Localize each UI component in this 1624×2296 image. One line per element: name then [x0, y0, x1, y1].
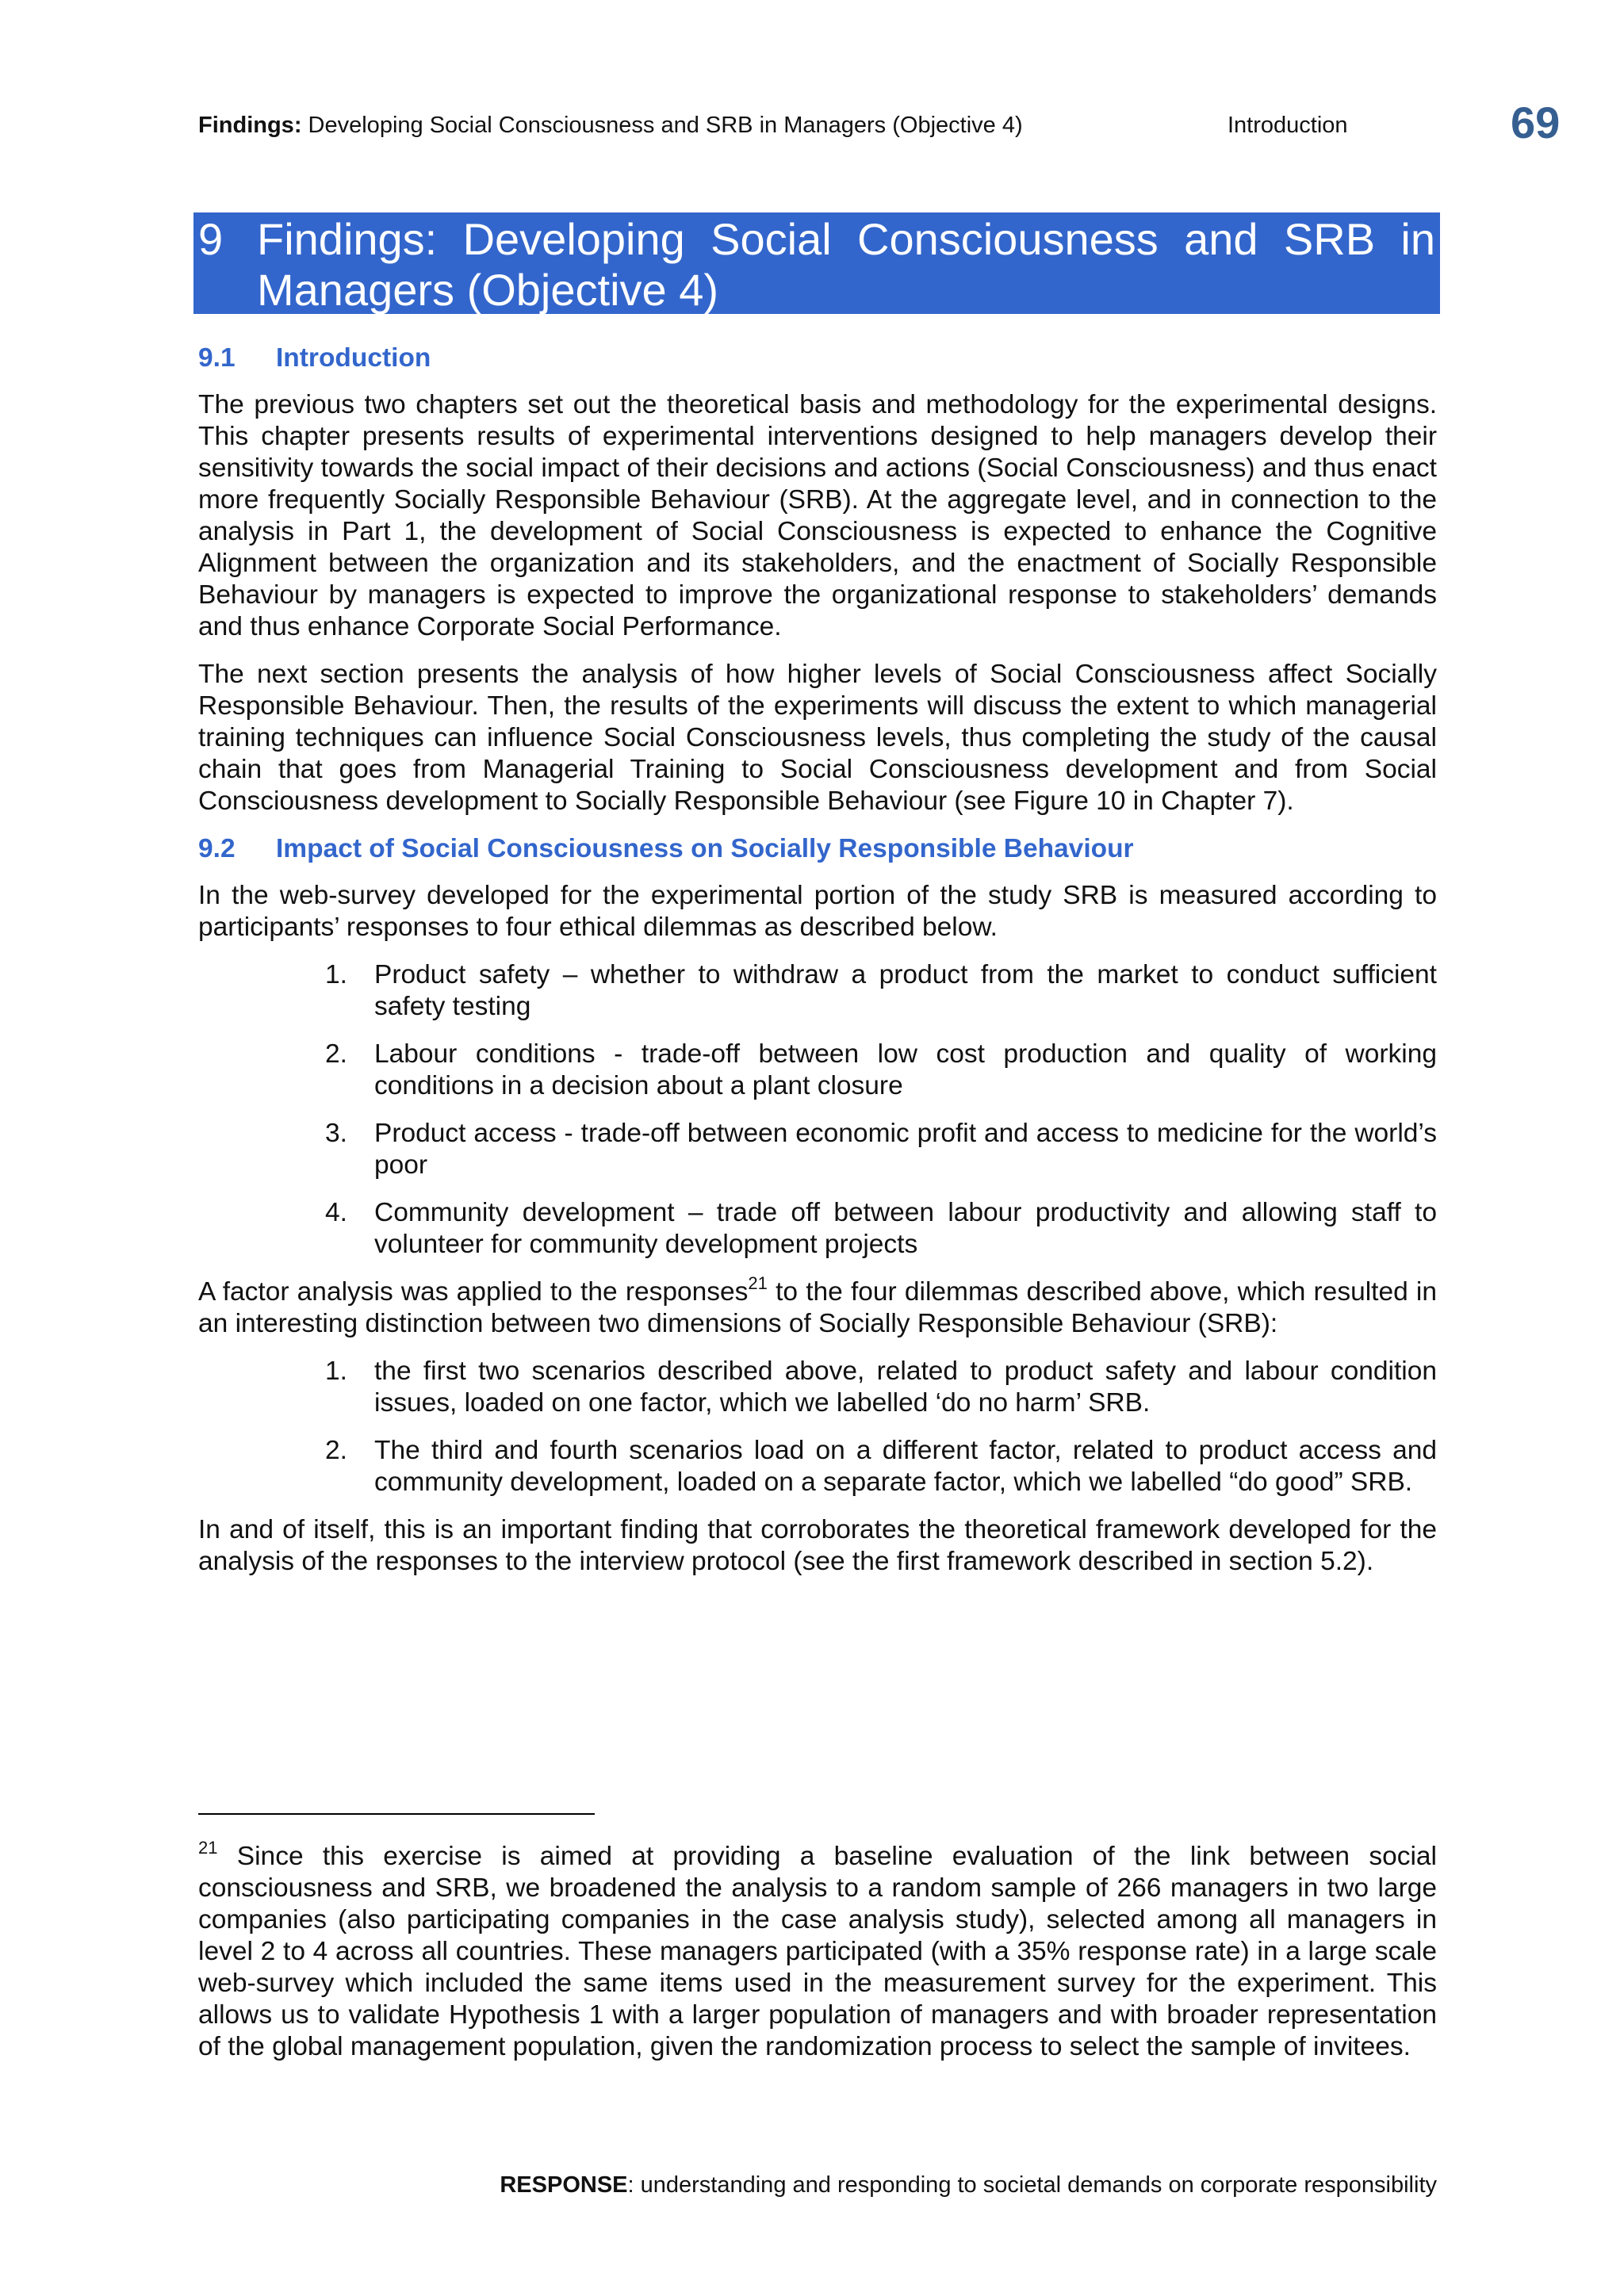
list-number: 3.	[325, 1119, 347, 1148]
footnote-text: Since this exercise is aimed at providing a baseline evaluation of the link between social consciousness and SRB, we broadened the analysis to a random sample of 266 managers in two large companies (also participating companies in the case analysis study), selected among all managers in level 2 to 4 across all countries. These managers participated (with a 35% response rate) in a large scale web-survey which included the same items used in the measurement survey for the experiment. This allows us to validate Hypothesis 1 with a larger population of managers and with broader representation of the global management population, given the randomization process to select the sample of invitees.	[198, 1842, 1437, 2061]
chapter-number: 9	[198, 214, 224, 264]
footnote	[198, 1838, 1437, 2063]
list-number: 1.	[325, 960, 347, 989]
list-text: Labour conditions - trade-off between low cost production and quality of working conditions in a decision about a plant closure	[374, 1039, 1437, 1100]
section-number: 9.1	[198, 343, 236, 373]
body-content	[198, 342, 1437, 1594]
footnote-marker: 21	[198, 1838, 218, 1858]
dilemma-list	[198, 959, 1437, 1261]
list-number: 4.	[325, 1198, 347, 1227]
list-number: 1.	[325, 1357, 347, 1386]
list-item	[198, 959, 1437, 1023]
list-item	[198, 1197, 1437, 1261]
paragraph: In and of itself, this is an important finding that corroborates the theoretical framework developed for the analysis of the responses to the interview protocol (see the first framework described in section 5.2).	[198, 1515, 1437, 1576]
chapter-title: Findings: Developing Social Consciousness and SRB in Managers (Objective 4)	[257, 214, 1435, 315]
list-number: 2.	[325, 1039, 347, 1069]
list-item	[198, 1118, 1437, 1181]
list-text: the first two scenarios described above, related to product safety and labour condition issues, loaded on one factor, which we labelled ‘do no harm’ SRB.	[374, 1357, 1437, 1418]
paragraph: In the web-survey developed for the experimental portion of the study SRB is measured according to participants’ responses to four ethical dilemmas as described below.	[198, 881, 1437, 942]
chapter-heading	[193, 212, 1440, 314]
list-text: Product safety – whether to withdraw a product from the market to conduct sufficient safety testing	[374, 960, 1437, 1021]
text-run: A factor analysis was applied to the responses	[198, 1277, 749, 1307]
section-title: Impact of Social Consciousness on Socially Responsible Behaviour	[276, 834, 1134, 863]
header-section-title	[198, 113, 1023, 139]
section-title: Introduction	[276, 343, 431, 373]
page-number: 69	[1511, 98, 1561, 147]
list-item	[198, 1356, 1437, 1419]
list-item	[198, 1039, 1437, 1102]
footer-bold: RESPONSE	[500, 2172, 628, 2198]
list-text: The third and fourth scenarios load on a different factor, related to product access and community development, loaded on a separate factor, which we labelled “do good” SRB.	[374, 1436, 1437, 1497]
list-text: Community development – trade off between labour productivity and allowing staff to volunteer for community development projects	[374, 1198, 1437, 1259]
header-section-rest: Developing Social Consciousness and SRB in Managers (Objective 4)	[301, 113, 1023, 138]
footer-rest: : understanding and responding to societal demands on corporate responsibility	[627, 2172, 1437, 2198]
footnote-reference[interactable]: 21	[748, 1273, 768, 1293]
section-heading-9-1	[198, 342, 1437, 374]
section-heading-9-2	[198, 833, 1437, 865]
paragraph	[198, 1273, 1437, 1340]
paragraph: The previous two chapters set out the theoretical basis and methodology for the experimental designs. This chapter presents results of experimental interventions designed to help managers develop their sensitivity towards the social impact of their decisions and actions (Social Consciousness) and thus enact more frequently Socially Responsible Behaviour (SRB). At the aggregate level, and in connection to the analysis in Part 1, the development of Social Consciousness is expected to enhance the Cognitive Alignment between the organization and its stakeholders, and the enactment of Socially Responsible Behaviour by managers is expected to improve the organizational response to stakeholders’ demands and thus enhance Corporate Social Performance.	[198, 390, 1437, 641]
footnote-separator	[198, 1813, 595, 1815]
section-number: 9.2	[198, 834, 236, 863]
header-subsection: Introduction	[1228, 113, 1348, 138]
running-footer	[500, 2172, 1437, 2198]
list-text: Product access - trade-off between economic profit and access to medicine for the world’s poor	[374, 1119, 1437, 1180]
dimension-list	[198, 1356, 1437, 1498]
list-number: 2.	[325, 1436, 347, 1465]
text-run: to the four dilemmas described above, which resulted in an interesting distinction between two dimensions of Socially Responsible Behaviour (SRB):	[198, 1277, 1437, 1338]
list-item	[198, 1435, 1437, 1498]
paragraph: The next section presents the analysis of how higher levels of Social Consciousness affect Socially Responsible Behaviour. Then, the results of the experiments will discuss the extent to which managerial training techniques can influence Social Consciousness levels, thus completing the study of the causal chain that goes from Managerial Training to Social Consciousness development and from Social Consciousness development to Socially Responsible Behaviour (see Figure 10 in Chapter 7).	[198, 660, 1437, 816]
header-section-bold: Findings:	[198, 113, 302, 138]
